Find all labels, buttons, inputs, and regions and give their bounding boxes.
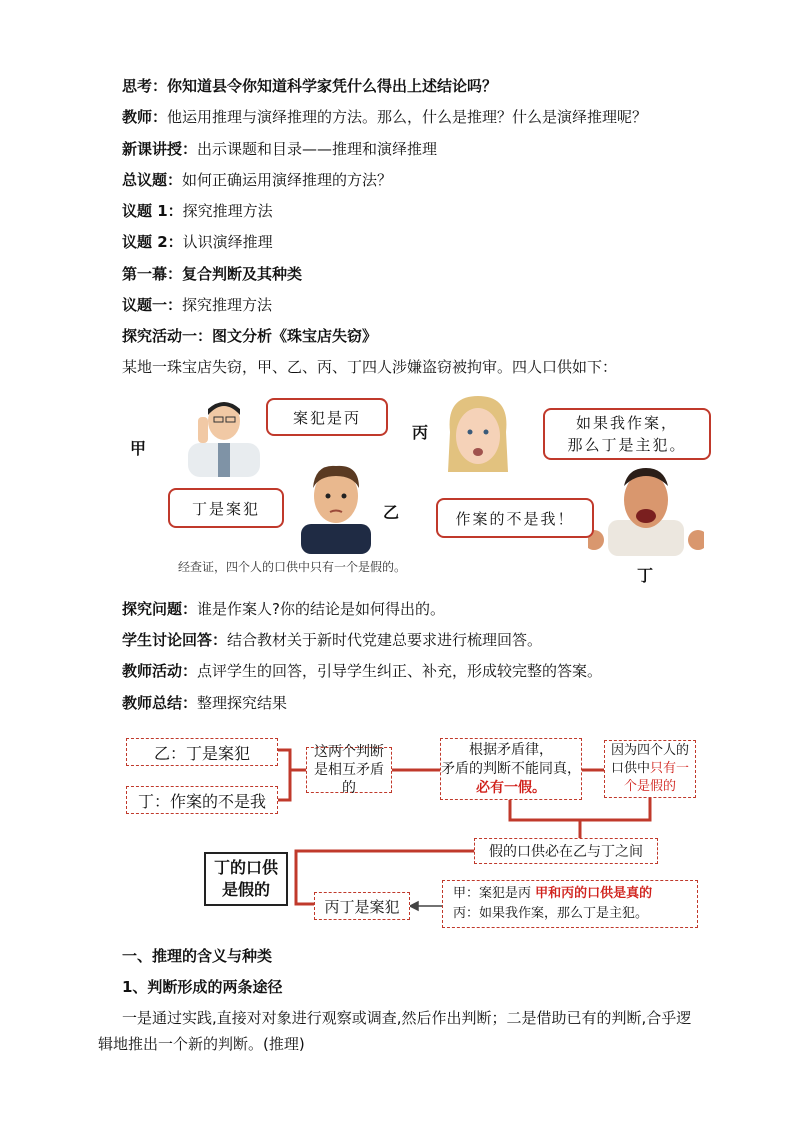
box-bing-ding-culprits: 丙丁是案犯 bbox=[314, 892, 410, 920]
name-jia: 甲 bbox=[130, 439, 147, 458]
think-line: 思考：你知道县令你知道科学家凭什么得出上述结论吗？ bbox=[122, 77, 498, 95]
bubble-bing: 如果我作案， 那么丁是主犯。 bbox=[543, 408, 711, 460]
box-false-between: 假的口供必在乙与丁之间 bbox=[474, 838, 658, 864]
topic-one-line: 议题一：探究推理方法 bbox=[122, 296, 273, 314]
scene-caption: 经查证，四个人的口供中只有一个是假的。 bbox=[178, 560, 407, 574]
main-topic-line: 总议题：如何正确运用演绎推理的方法？ bbox=[122, 171, 393, 189]
name-ding: 丁 bbox=[637, 566, 654, 585]
box-contradiction: 这两个判断是相互矛盾的 bbox=[306, 747, 392, 793]
topic1-line: 议题 1：探究推理方法 bbox=[122, 202, 273, 220]
box-law-of-contradiction: 根据矛盾律， 矛盾的判断不能同真， 必有一假。 bbox=[440, 738, 582, 800]
question-line: 探究问题：谁是作案人?你的结论是如何得出的。 bbox=[122, 600, 445, 618]
teacher-summary-line: 教师总结：整理探究结果 bbox=[122, 694, 288, 712]
box-yi-statement: 乙：丁是案犯 bbox=[126, 738, 278, 766]
new-lesson-line: 新课讲授：出示课题和目录——推理和演绎推理 bbox=[122, 140, 438, 158]
discussion-line: 学生讨论回答：结合教材关于新时代党建总要求进行梳理回答。 bbox=[122, 631, 543, 649]
section-heading: 一、推理的含义与种类 bbox=[122, 947, 273, 965]
box-ding-is-false: 丁的口供是假的 bbox=[204, 852, 288, 906]
bubble-jia: 案犯是丙 bbox=[266, 398, 388, 436]
box-ding-statement: 丁：作案的不是我 bbox=[126, 786, 278, 814]
box-jia-bing-true: 甲：案犯是丙 甲和丙的口供是真的 丙：如果我作案，那么丁是主犯。 bbox=[442, 880, 698, 928]
box-only-one-false: 因为四个人的 口供中只有一 个是假的 bbox=[604, 740, 696, 798]
case-intro-line: 某地一珠宝店失窃，甲、乙、丙、丁四人涉嫌盗窃被拘审。四人口供如下： bbox=[122, 358, 618, 376]
name-yi: 乙 bbox=[383, 503, 400, 522]
name-bing: 丙 bbox=[412, 423, 429, 442]
bubble-yi: 丁是案犯 bbox=[168, 488, 284, 528]
teacher-activity-line: 教师活动：点评学生的回答，引导学生纠正、补充，形成较完整的答案。 bbox=[122, 662, 603, 680]
subsection-heading: 1、判断形成的两条途径 bbox=[122, 978, 283, 996]
act1-line: 第一幕：复合判断及其种类 bbox=[122, 265, 303, 283]
section-paragraph: 一是通过实践,直接对对象进行观察或调查,然后作出判断；二是借助已有的判断,合乎逻辑地推出一个新的判断。(推理) bbox=[98, 1009, 692, 1053]
bubble-ding: 作案的不是我！ bbox=[436, 498, 594, 538]
activity-line: 探究活动一：图文分析《珠宝店失窃》 bbox=[122, 327, 378, 345]
teacher-line: 教师：他运用推理与演绎推理的方法。那么，什么是推理？什么是演绎推理呢？ bbox=[122, 108, 648, 126]
topic2-line: 议题 2：认识演绎推理 bbox=[122, 233, 273, 251]
